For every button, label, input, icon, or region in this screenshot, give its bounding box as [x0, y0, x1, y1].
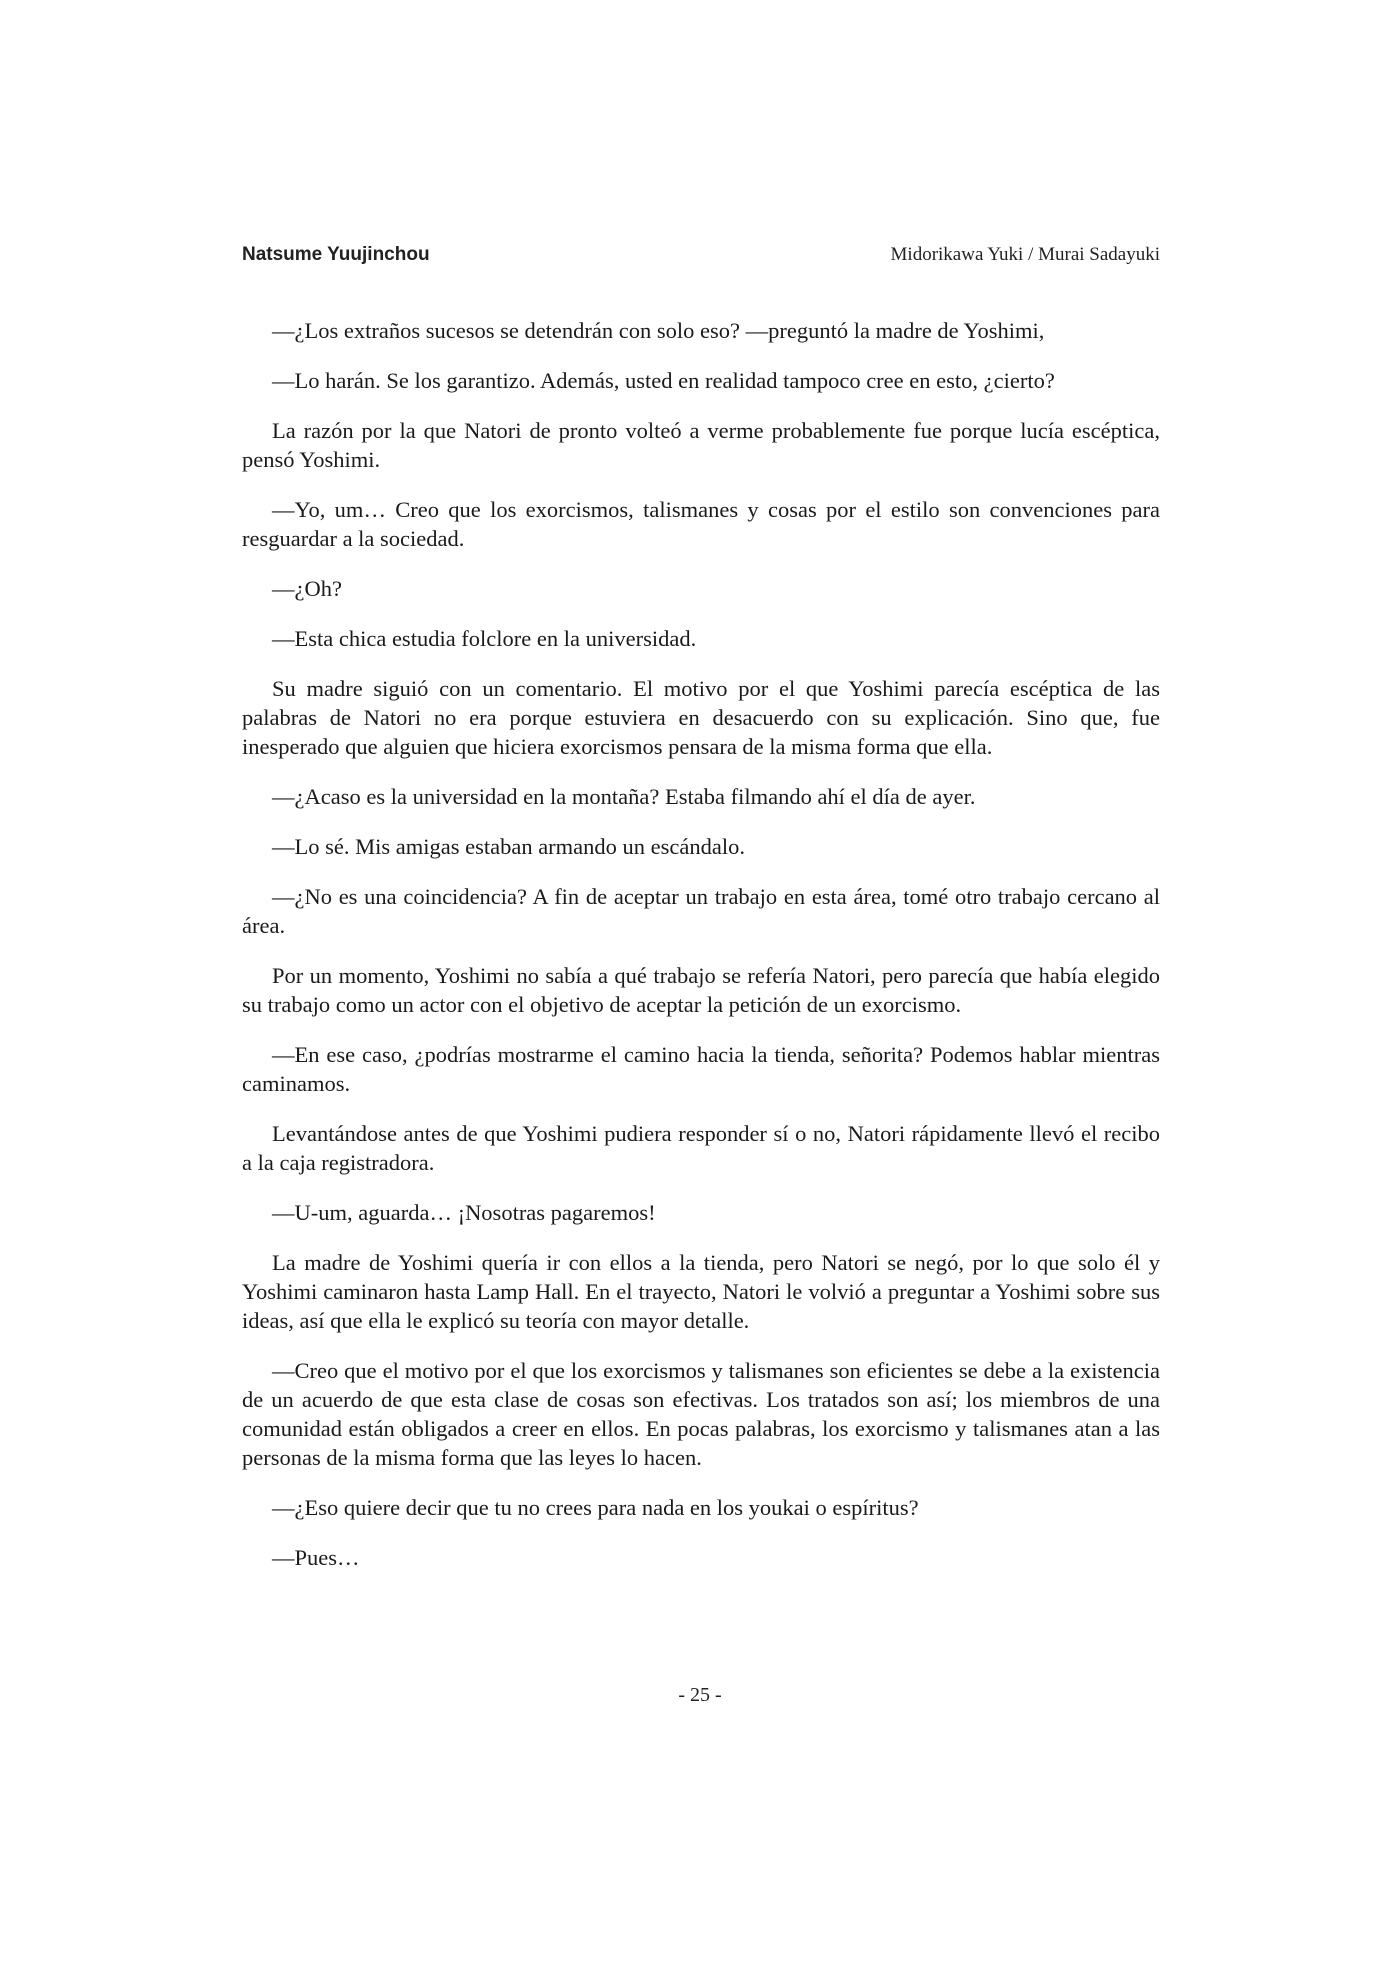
book-authors: Midorikawa Yuki / Murai Sadayuki	[890, 244, 1160, 265]
running-header	[242, 244, 1160, 266]
paragraph: La razón por la que Natori de pronto volteó a verme probablemente fue porque lucía escéptica, pensó Yoshimi.	[242, 418, 1160, 472]
paragraph: Su madre siguió con un comentario. El motivo por el que Yoshimi parecía escéptica de las palabras de Natori no era porque estuviera en desacuerdo con su explicación. Sino que, fue inesperado que alguien que hiciera exorcismos pensara de la misma forma que ella.	[242, 676, 1160, 759]
book-title: Natsume Yuujinchou	[242, 244, 430, 265]
paragraph: —¿Los extraños sucesos se detendrán con solo eso? —preguntó la madre de Yoshimi,	[272, 318, 1045, 343]
paragraph: —U-um, aguarda… ¡Nosotras pagaremos!	[272, 1200, 656, 1225]
paragraph: —En ese caso, ¿podrías mostrarme el camino hacia la tienda, señorita? Podemos hablar mientras caminamos.	[242, 1042, 1160, 1096]
paragraph: —Creo que el motivo por el que los exorcismos y talismanes son eficientes se debe a la existencia de un acuerdo de que esta clase de cosas son efectivas. Los tratados son así; los miembros de una comunidad están obligados a creer en ellos. En pocas palabras, los exorcismo y talismanes atan a las personas de la misma forma que las leyes lo hacen.	[242, 1358, 1160, 1470]
body-text	[242, 316, 1160, 1593]
page-number: - 25 -	[678, 1684, 722, 1706]
paragraph: —Esta chica estudia folclore en la universidad.	[272, 626, 697, 651]
paragraph: —Lo harán. Se los garantizo. Además, usted en realidad tampoco cree en esto, ¿cierto?	[272, 368, 1055, 393]
paragraph: —¿Eso quiere decir que tu no crees para nada en los youkai o espíritus?	[272, 1495, 919, 1520]
paragraph: Levantándose antes de que Yoshimi pudiera responder sí o no, Natori rápidamente llevó el recibo a la caja registradora.	[242, 1121, 1160, 1175]
paragraph: —Yo, um… Creo que los exorcismos, talismanes y cosas por el estilo son convenciones para resguardar a la sociedad.	[242, 497, 1160, 551]
paragraph: —Lo sé. Mis amigas estaban armando un escándalo.	[272, 834, 745, 859]
paragraph: Por un momento, Yoshimi no sabía a qué trabajo se refería Natori, pero parecía que había elegido su trabajo como un actor con el objetivo de aceptar la petición de un exorcismo.	[242, 963, 1160, 1017]
paragraph: —¿Oh?	[272, 576, 342, 601]
paragraph: La madre de Yoshimi quería ir con ellos a la tienda, pero Natori se negó, por lo que solo él y Yoshimi caminaron hasta Lamp Hall. En el trayecto, Natori le volvió a preguntar a Yoshimi sobre sus ideas, así que ella le explicó su teoría con mayor detalle.	[242, 1250, 1160, 1333]
paragraph: —¿Acaso es la universidad en la montaña? Estaba filmando ahí el día de ayer.	[272, 784, 976, 809]
paragraph: —¿No es una coincidencia? A fin de aceptar un trabajo en esta área, tomé otro trabajo cercano al área.	[242, 884, 1160, 938]
paragraph: —Pues…	[272, 1545, 360, 1570]
